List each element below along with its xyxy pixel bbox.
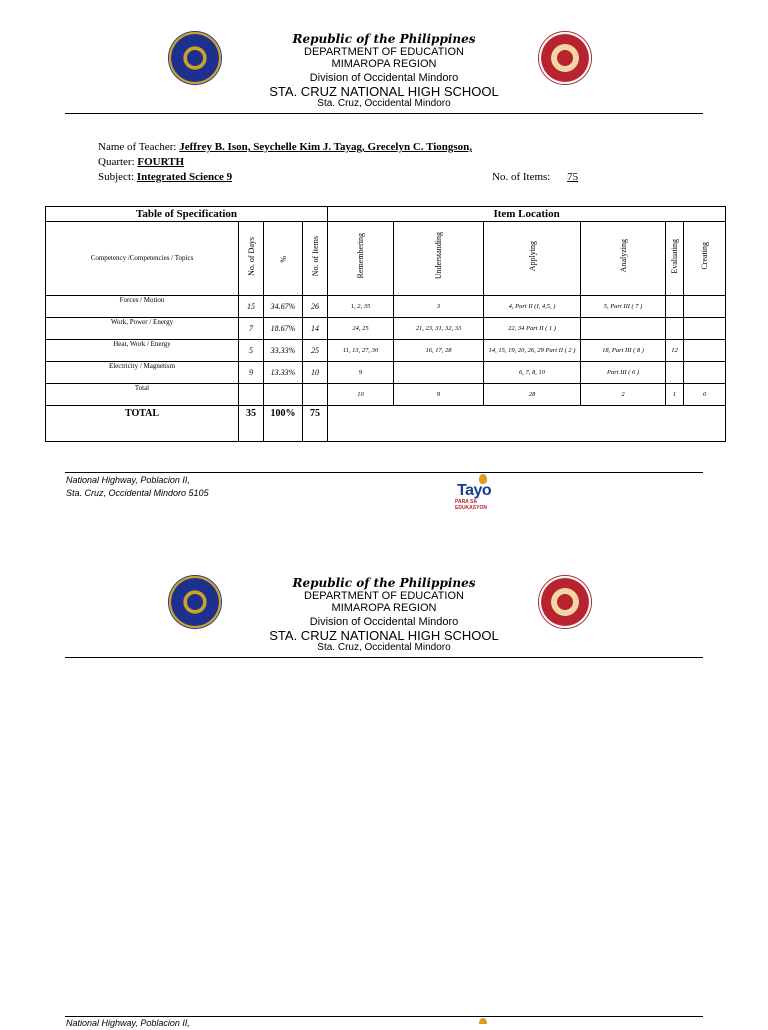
topic-cell: Electricity / Magnetism — [46, 362, 239, 384]
days-header: No. of Days — [246, 236, 256, 276]
remembering-cell: 10 — [328, 384, 394, 406]
items-cell: 10 — [303, 362, 328, 384]
level-header: Applying — [527, 240, 537, 272]
quarter-value: FOURTH — [137, 156, 185, 168]
tayo-logo-sub: PARA SA EDUKASYON — [455, 499, 487, 511]
applying-cell: 6, 7, 8, 10 — [484, 362, 581, 384]
level-header: Remembering — [356, 233, 366, 279]
header-rule — [65, 657, 703, 658]
evaluating-cell: 12 — [666, 340, 684, 362]
percent-cell: 18.67% — [264, 318, 303, 340]
grand-total-items: 75 — [303, 406, 328, 442]
remembering-cell: 1, 2, 35 — [328, 296, 394, 318]
analyzing-cell: 5, Part III ( 7 ) — [581, 296, 666, 318]
days-cell: 5 — [239, 340, 264, 362]
topic-cell: Total — [46, 384, 239, 406]
level-header: Understanding — [434, 232, 444, 280]
tayo-logo-word: Tayo — [457, 482, 492, 499]
header-republic: Republic of the Philippines — [292, 32, 476, 46]
header-town: Sta. Cruz, Occidental Mindoro — [317, 98, 451, 109]
grand-total-days: 35 — [239, 406, 264, 442]
topic-cell: Forces / Motion — [46, 296, 239, 318]
remembering-cell: 24, 25 — [328, 318, 394, 340]
items-cell: 26 — [303, 296, 328, 318]
grand-total-percent: 100% — [264, 406, 303, 442]
level-header: Evaluating — [670, 238, 680, 274]
address-line-1: National Highway, Poblacion II, — [66, 1018, 190, 1028]
days-cell: 7 — [239, 318, 264, 340]
creating-cell: 0 — [684, 384, 726, 406]
header-department: DEPARTMENT OF EDUCATION — [304, 46, 464, 58]
grand-total-label: TOTAL — [46, 406, 239, 442]
address-line-1: National Highway, Poblacion II, — [66, 475, 190, 485]
teacher-label: Name of Teacher: — [98, 141, 177, 153]
days-cell: 9 — [239, 362, 264, 384]
evaluating-cell: 1 — [666, 384, 684, 406]
header-department: DEPARTMENT OF EDUCATION — [304, 590, 464, 602]
address-line-2: Sta. Cruz, Occidental Mindoro 5105 — [66, 488, 209, 498]
analyzing-cell: Part III ( 6 ) — [581, 362, 666, 384]
items-cell: 25 — [303, 340, 328, 362]
remembering-cell: 11, 13, 27, 30 — [328, 340, 394, 362]
header-republic: Republic of the Philippines — [292, 576, 476, 590]
subject-value: Integrated Science 9 — [136, 171, 233, 183]
percent-cell: 33.33% — [264, 340, 303, 362]
header-school: STA. CRUZ NATIONAL HIGH SCHOOL — [269, 84, 499, 99]
analyzing-cell: 2 — [581, 384, 666, 406]
percent-cell: 34.67% — [264, 296, 303, 318]
header-region: MIMAROPA REGION — [331, 58, 437, 70]
level-header: Analyzing — [618, 239, 628, 273]
remembering-cell: 9 — [328, 362, 394, 384]
analyzing-cell: 18, Part III ( 8 ) — [581, 340, 666, 362]
topic-header: Competency /Competencies / Topics — [46, 222, 239, 296]
tos-title: Table of Specification — [46, 207, 328, 222]
header-region: MIMAROPA REGION — [331, 602, 437, 614]
percent-cell: 13.33% — [264, 362, 303, 384]
percent-header: % — [278, 255, 288, 263]
teacher-value: Jeffrey B. Ison, Seychelle Kim J. Tayag, Grecelyn C. Tiongson, — [179, 141, 473, 153]
understanding-cell: 16, 17, 28 — [394, 340, 484, 362]
understanding-cell: 9 — [394, 384, 484, 406]
topic-cell: Work, Power / Energy — [46, 318, 239, 340]
understanding-cell: 21, 23, 31, 32, 33 — [394, 318, 484, 340]
header-division: Division of Occidental Mindoro — [309, 72, 459, 84]
tayo-logo-icon — [455, 1018, 505, 1024]
days-cell: 15 — [239, 296, 264, 318]
items-label: No. of Items: — [492, 171, 551, 183]
level-header: Creating — [700, 242, 710, 270]
applying-cell: 4, Part II (I, 4,5, ) — [484, 296, 581, 318]
quarter-label: Quarter: — [98, 156, 135, 168]
topic-cell: Heat, Work / Energy — [46, 340, 239, 362]
header-division: Division of Occidental Mindoro — [309, 616, 459, 628]
applying-cell: 14, 15, 19, 20, 26, 29 Part II ( 2 ) — [484, 340, 581, 362]
items-value: 75 — [567, 171, 579, 183]
applying-cell: 22, 34 Part II ( 1 ) — [484, 318, 581, 340]
flame-icon — [479, 1018, 487, 1024]
header-school: STA. CRUZ NATIONAL HIGH SCHOOL — [269, 628, 499, 643]
applying-cell: 28 — [484, 384, 581, 406]
item-location-title: Item Location — [328, 207, 726, 222]
understanding-cell: 3 — [394, 296, 484, 318]
header-town: Sta. Cruz, Occidental Mindoro — [317, 642, 451, 653]
items-header: No. of Items — [310, 235, 320, 277]
subject-label: Subject: — [98, 171, 135, 183]
items-cell: 14 — [303, 318, 328, 340]
